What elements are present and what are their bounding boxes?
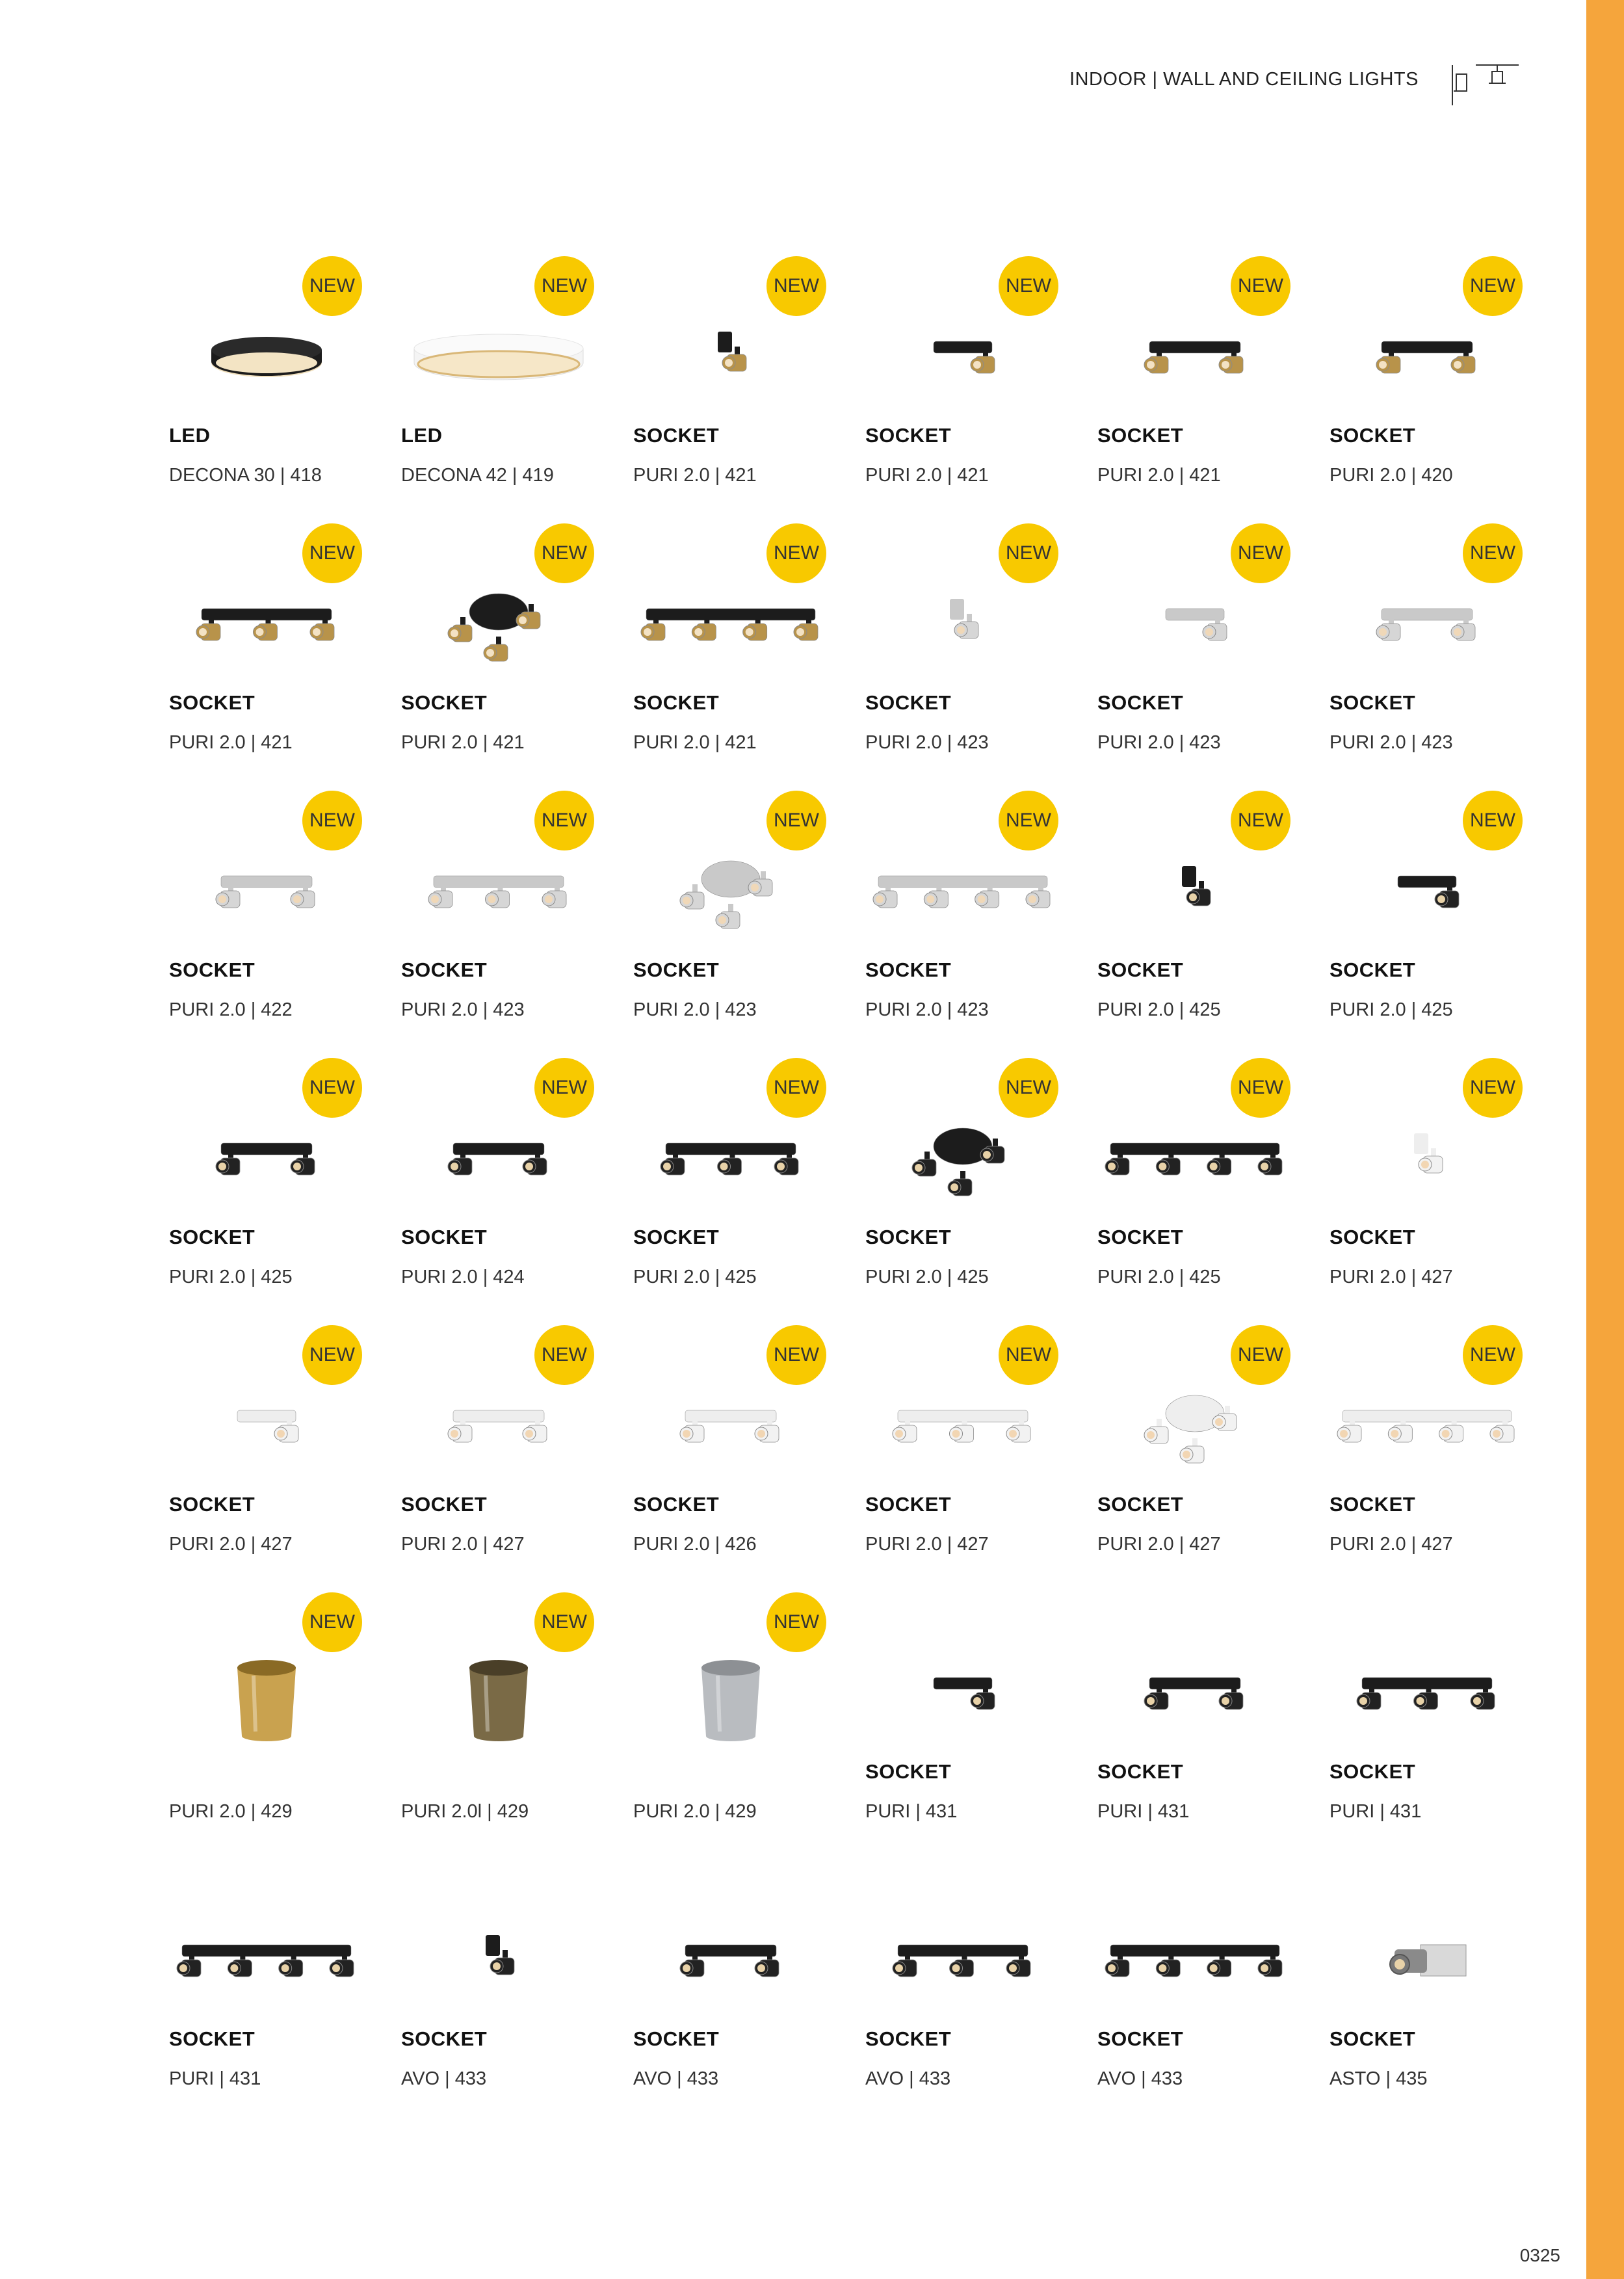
product-card — [1091, 1049, 1318, 1315]
product-card — [1091, 1851, 1318, 2117]
new-badge: NEW — [1231, 791, 1290, 850]
brand-label: SOCKET — [169, 958, 255, 981]
product-card — [627, 1049, 854, 1315]
product-card — [1091, 1583, 1318, 1850]
socket-logo — [169, 2027, 255, 2051]
socket-logo — [1097, 691, 1183, 715]
product-image — [1091, 1890, 1299, 2013]
product-card — [163, 514, 390, 781]
socket-logo — [1097, 958, 1183, 982]
new-badge: NEW — [534, 1325, 594, 1385]
socket-logo — [1097, 424, 1183, 447]
product-card — [859, 1049, 1086, 1315]
product-image — [1091, 286, 1299, 410]
product-card — [627, 1851, 854, 2117]
socket-logo — [1329, 424, 1415, 447]
product-image — [1323, 1890, 1531, 2013]
socket-logo — [633, 2027, 719, 2051]
new-badge: NEW — [302, 1058, 362, 1118]
new-badge: NEW — [302, 523, 362, 583]
socket-logo — [633, 691, 719, 715]
new-badge: NEW — [534, 1058, 594, 1118]
product-image — [395, 1622, 603, 1746]
brand-label: SOCKET — [1097, 2027, 1184, 2050]
brand-label: SOCKET — [1097, 958, 1184, 981]
product-image — [395, 286, 603, 410]
brand-label: SOCKET — [865, 691, 952, 714]
product-image — [1091, 1088, 1299, 1211]
product-card — [859, 514, 1086, 781]
brand-label: SOCKET — [401, 958, 488, 981]
product-name: PURI 2.0 | 423 — [401, 999, 525, 1020]
product-card — [1323, 1316, 1551, 1583]
brand-label: SOCKET — [169, 2027, 255, 2050]
product-card — [627, 1583, 854, 1850]
brand-label: SOCKET — [169, 691, 255, 714]
socket-logo — [169, 1493, 255, 1516]
product-image — [859, 821, 1067, 944]
socket-logo — [633, 958, 719, 982]
product-name: PURI 2.0 | 425 — [865, 1267, 989, 1287]
product-name: PURI 2.0 | 427 — [401, 1534, 525, 1555]
product-name: PURI 2.0 | 423 — [633, 999, 757, 1020]
product-image — [627, 1355, 835, 1479]
product-name: PURI 2.0 | 421 — [401, 732, 525, 753]
socket-logo — [1329, 691, 1415, 715]
product-name: PURI 2.0 | 423 — [865, 732, 989, 753]
new-badge: NEW — [534, 1592, 594, 1652]
product-name: AVO | 433 — [1097, 2068, 1183, 2089]
new-badge: NEW — [1231, 1058, 1290, 1118]
new-badge: NEW — [302, 1325, 362, 1385]
product-card — [395, 782, 622, 1048]
new-badge: NEW — [1463, 1325, 1523, 1385]
product-image — [627, 1088, 835, 1211]
new-badge: NEW — [999, 1058, 1058, 1118]
product-image — [163, 1622, 371, 1746]
product-card — [1091, 514, 1318, 781]
brand-label: SOCKET — [865, 424, 952, 447]
section-title: INDOOR | WALL AND CEILING LIGHTS — [1069, 69, 1419, 90]
product-name: PURI 2.0 | 425 — [1097, 1267, 1221, 1287]
product-name: PURI | 431 — [1097, 1801, 1190, 1822]
page-number: 0325 — [1519, 2245, 1560, 2265]
product-name: PURI 2.0 | 425 — [633, 1267, 757, 1287]
new-badge: NEW — [766, 256, 826, 316]
brand-label: SOCKET — [633, 424, 720, 447]
product-card — [627, 247, 854, 514]
socket-logo — [1329, 1226, 1415, 1249]
new-badge: NEW — [999, 1325, 1058, 1385]
brand-label: SOCKET — [1329, 1760, 1416, 1783]
brand-label: SOCKET — [1329, 424, 1416, 447]
product-name: PURI 2.0 | 423 — [1329, 732, 1453, 753]
product-card — [859, 247, 1086, 514]
product-name: PURI 2.0 | 421 — [633, 732, 757, 753]
product-name: PURI 2.0 | 429 — [169, 1801, 293, 1822]
product-name: PURI 2.0 | 421 — [169, 732, 293, 753]
product-image — [1323, 1355, 1531, 1479]
product-card — [163, 782, 390, 1048]
socket-logo — [401, 1226, 487, 1249]
new-badge: NEW — [1231, 1325, 1290, 1385]
new-badge: NEW — [1463, 256, 1523, 316]
product-image — [627, 1622, 835, 1746]
new-badge: NEW — [1231, 256, 1290, 316]
product-image — [1323, 1088, 1531, 1211]
product-image — [395, 1890, 603, 2013]
product-name: PURI | 431 — [169, 2068, 261, 2089]
brand-label: SOCKET — [1329, 691, 1416, 714]
brand-label: SOCKET — [1329, 958, 1416, 981]
product-card — [1323, 1583, 1551, 1850]
brand-label: SOCKET — [401, 2027, 488, 2050]
socket-logo — [865, 1760, 951, 1784]
socket-logo — [169, 958, 255, 982]
product-card — [1323, 782, 1551, 1048]
socket-logo — [865, 958, 951, 982]
brand-label: LED — [401, 424, 443, 447]
socket-logo — [169, 1226, 255, 1249]
socket-logo — [865, 2027, 951, 2051]
product-card — [163, 1851, 390, 2117]
product-image — [1091, 553, 1299, 677]
brand-label: SOCKET — [1097, 1760, 1184, 1783]
socket-logo — [1329, 1760, 1415, 1784]
product-image — [163, 553, 371, 677]
brand-label: SOCKET — [633, 1493, 720, 1516]
brand-label: SOCKET — [1329, 2027, 1416, 2050]
socket-logo — [1329, 1493, 1415, 1516]
brand-label: SOCKET — [401, 1493, 488, 1516]
product-image — [395, 821, 603, 944]
product-name: PURI 2.0 | 425 — [169, 1267, 293, 1287]
brand-label: SOCKET — [1097, 1493, 1184, 1516]
product-card — [859, 1316, 1086, 1583]
brand-label: SOCKET — [865, 1760, 952, 1783]
new-badge: NEW — [302, 256, 362, 316]
socket-logo — [633, 1226, 719, 1249]
product-name: DECONA 30 | 418 — [169, 465, 322, 486]
product-name: PURI 2.0 | 420 — [1329, 465, 1453, 486]
product-image — [163, 821, 371, 944]
brand-label: SOCKET — [169, 1226, 255, 1248]
wall-ceiling-light-icon — [1443, 62, 1521, 108]
product-card — [627, 514, 854, 781]
socket-logo — [401, 2027, 487, 2051]
socket-logo — [1097, 1760, 1183, 1784]
new-badge: NEW — [534, 791, 594, 850]
product-name: PURI 2.0 | 429 — [633, 1801, 757, 1822]
brand-label: SOCKET — [865, 2027, 952, 2050]
product-name: PURI 2.0 | 427 — [1329, 1534, 1453, 1555]
product-name: PURI 2.0 | 421 — [1097, 465, 1221, 486]
new-badge: NEW — [1463, 791, 1523, 850]
product-card — [395, 1583, 622, 1850]
socket-logo — [401, 691, 487, 715]
product-name: ASTO | 435 — [1329, 2068, 1428, 2089]
brand-label: SOCKET — [169, 1493, 255, 1516]
product-image — [627, 1890, 835, 2013]
new-badge: NEW — [999, 256, 1058, 316]
product-image — [859, 1890, 1067, 2013]
product-name: PURI 2.0l | 429 — [401, 1801, 529, 1822]
product-image — [627, 286, 835, 410]
new-badge: NEW — [1231, 523, 1290, 583]
brand-label: SOCKET — [1097, 424, 1184, 447]
socket-logo — [865, 1493, 951, 1516]
product-name: AVO | 433 — [865, 2068, 951, 2089]
new-badge: NEW — [766, 1325, 826, 1385]
product-image — [1091, 1355, 1299, 1479]
product-card — [1323, 1049, 1551, 1315]
product-image — [1323, 821, 1531, 944]
product-name: PURI | 431 — [1329, 1801, 1422, 1822]
new-badge: NEW — [999, 791, 1058, 850]
accent-side-bar — [1586, 0, 1624, 2279]
product-card — [859, 782, 1086, 1048]
product-card — [1091, 782, 1318, 1048]
product-image — [627, 553, 835, 677]
brand-label: LED — [169, 424, 211, 447]
product-card — [627, 782, 854, 1048]
socket-logo — [169, 691, 255, 715]
product-image — [1323, 553, 1531, 677]
product-card — [1323, 514, 1551, 781]
new-badge: NEW — [1463, 523, 1523, 583]
product-name: PURI 2.0 | 425 — [1097, 999, 1221, 1020]
product-name: PURI | 431 — [865, 1801, 958, 1822]
brand-label: SOCKET — [633, 2027, 720, 2050]
new-badge: NEW — [766, 523, 826, 583]
product-image — [395, 1355, 603, 1479]
product-image — [163, 1088, 371, 1211]
product-image — [163, 1355, 371, 1479]
product-card — [163, 1583, 390, 1850]
product-image — [859, 1355, 1067, 1479]
socket-logo — [1097, 1226, 1183, 1249]
product-name: PURI 2.0 | 421 — [633, 465, 757, 486]
brand-label: SOCKET — [401, 1226, 488, 1248]
new-badge: NEW — [302, 791, 362, 850]
product-card — [1323, 247, 1551, 514]
brand-label: SOCKET — [865, 1226, 952, 1248]
brand-label: SOCKET — [633, 691, 720, 714]
socket-logo — [1097, 1493, 1183, 1516]
product-card — [395, 1851, 622, 2117]
product-image — [859, 1088, 1067, 1211]
product-image — [1323, 1622, 1531, 1746]
brand-label: SOCKET — [1329, 1226, 1416, 1248]
product-name: PURI 2.0 | 427 — [865, 1534, 989, 1555]
product-image — [859, 553, 1067, 677]
new-badge: NEW — [1463, 1058, 1523, 1118]
product-image — [627, 821, 835, 944]
product-card — [1091, 1316, 1318, 1583]
product-image — [163, 286, 371, 410]
new-badge: NEW — [766, 1058, 826, 1118]
brand-label: SOCKET — [1329, 1493, 1416, 1516]
socket-logo — [401, 958, 487, 982]
socket-logo — [865, 1226, 951, 1249]
product-name: PURI 2.0 | 421 — [865, 465, 989, 486]
product-image — [859, 1622, 1067, 1746]
product-image — [395, 553, 603, 677]
product-card — [1091, 247, 1318, 514]
brand-label: SOCKET — [865, 958, 952, 981]
product-name: PURI 2.0 | 427 — [1329, 1267, 1453, 1287]
product-card — [627, 1316, 854, 1583]
product-image — [1323, 286, 1531, 410]
socket-logo — [865, 691, 951, 715]
socket-logo — [1097, 2027, 1183, 2051]
product-card — [163, 1049, 390, 1315]
product-card — [1323, 1851, 1551, 2117]
brand-label: SOCKET — [633, 1226, 720, 1248]
product-card — [163, 247, 390, 514]
product-image — [859, 286, 1067, 410]
new-badge: NEW — [766, 1592, 826, 1652]
product-card — [395, 1316, 622, 1583]
brand-label: SOCKET — [1097, 691, 1184, 714]
brand-label: SOCKET — [865, 1493, 952, 1516]
product-card — [859, 1583, 1086, 1850]
new-badge: NEW — [534, 523, 594, 583]
product-image — [163, 1890, 371, 2013]
led-logo — [169, 424, 211, 447]
product-card — [395, 1049, 622, 1315]
product-card — [395, 514, 622, 781]
product-name: DECONA 42 | 419 — [401, 465, 554, 486]
page-header — [1040, 68, 1521, 107]
socket-logo — [865, 424, 951, 447]
product-card — [395, 247, 622, 514]
product-name: PURI 2.0 | 427 — [1097, 1534, 1221, 1555]
new-badge: NEW — [766, 791, 826, 850]
brand-label: SOCKET — [1097, 1226, 1184, 1248]
socket-logo — [633, 1493, 719, 1516]
product-name: PURI 2.0 | 424 — [401, 1267, 525, 1287]
product-name: PURI 2.0 | 427 — [169, 1534, 293, 1555]
brand-label: SOCKET — [401, 691, 488, 714]
product-image — [1091, 821, 1299, 944]
product-card — [163, 1316, 390, 1583]
product-name: PURI 2.0 | 425 — [1329, 999, 1453, 1020]
product-image — [395, 1088, 603, 1211]
socket-logo — [401, 1493, 487, 1516]
brand-label: SOCKET — [633, 958, 720, 981]
new-badge: NEW — [999, 523, 1058, 583]
product-card — [859, 1851, 1086, 2117]
socket-logo — [633, 424, 719, 447]
product-name: PURI 2.0 | 423 — [865, 999, 989, 1020]
product-name: AVO | 433 — [633, 2068, 719, 2089]
new-badge: NEW — [534, 256, 594, 316]
product-name: AVO | 433 — [401, 2068, 487, 2089]
product-name: PURI 2.0 | 423 — [1097, 732, 1221, 753]
product-name: PURI 2.0 | 422 — [169, 999, 293, 1020]
product-image — [1091, 1622, 1299, 1746]
socket-logo — [1329, 958, 1415, 982]
product-name: PURI 2.0 | 426 — [633, 1534, 757, 1555]
socket-logo — [1329, 2027, 1415, 2051]
new-badge: NEW — [302, 1592, 362, 1652]
led-logo — [401, 424, 443, 447]
